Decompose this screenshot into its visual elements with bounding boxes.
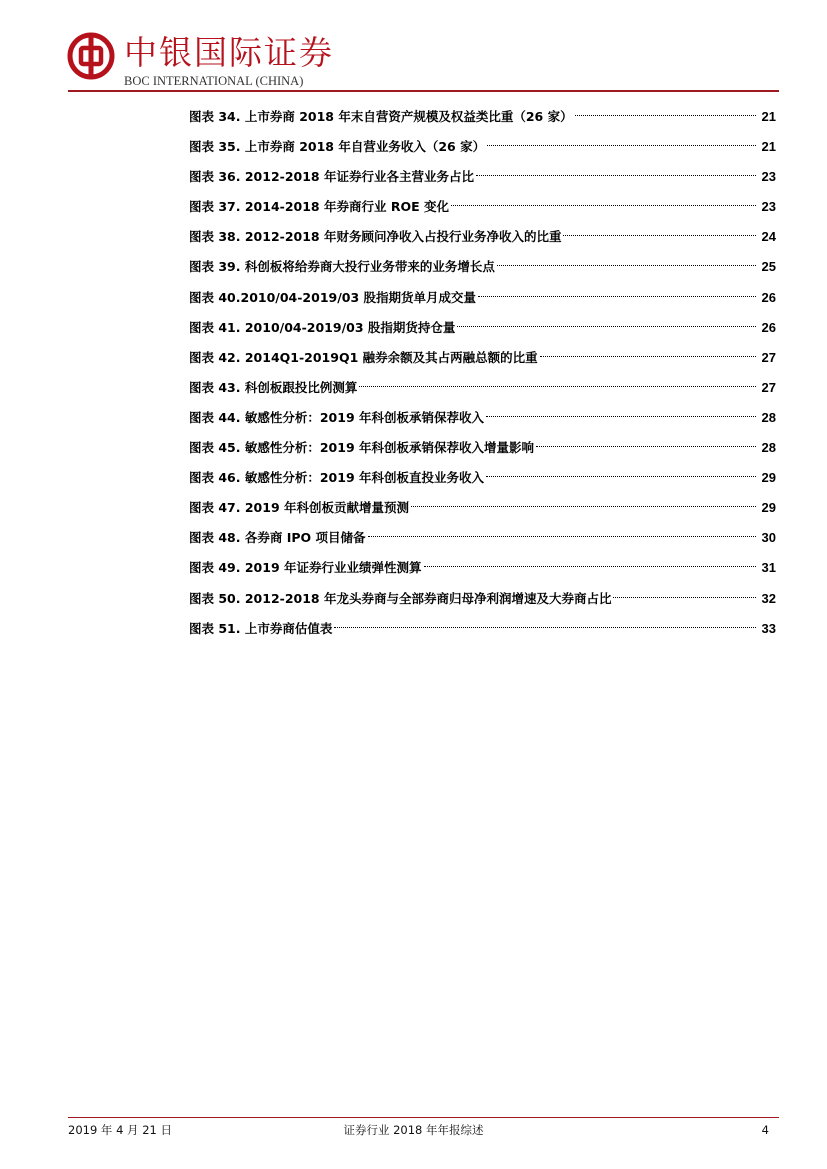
- toc-entry-title[interactable]: 图表 40.2010/04-2019/03 股指期货单月成交量: [189, 289, 477, 305]
- footer-divider: [68, 1117, 779, 1118]
- toc-entry-page[interactable]: 25: [761, 259, 776, 275]
- toc-entry-page[interactable]: 26: [761, 319, 776, 335]
- toc-entry-title[interactable]: 图表 39. 科创板将给券商大投行业务带来的业务增长点: [189, 259, 495, 275]
- toc-entry-page[interactable]: 23: [761, 199, 776, 215]
- toc-entry-title[interactable]: 图表 37. 2014-2018 年券商行业 ROE 变化: [189, 199, 449, 215]
- toc-entry-title[interactable]: 图表 43. 科创板跟投比例测算: [189, 379, 358, 395]
- toc-entry-title[interactable]: 图表 45. 敏感性分析：2019 年科创板承销保荐收入增量影响: [189, 440, 534, 456]
- toc-entry-title[interactable]: 图表 36. 2012-2018 年证券行业各主营业务占比: [189, 169, 474, 185]
- toc-entry-title[interactable]: 图表 44. 敏感性分析：2019 年科创板承销保荐收入: [189, 409, 484, 425]
- header-divider: [68, 90, 779, 92]
- table-of-figures: [189, 100, 776, 642]
- toc-leader-dots: [536, 426, 756, 447]
- toc-entry-page[interactable]: 27: [761, 379, 776, 395]
- brand-name-en: BOC INTERNATIONAL (CHINA): [124, 74, 304, 88]
- toc-entry-page[interactable]: 26: [761, 289, 776, 305]
- toc-entry-title[interactable]: 图表 35. 上市券商 2018 年自营业务收入（26 家）: [189, 139, 486, 155]
- toc-entry-page[interactable]: 21: [761, 139, 776, 155]
- toc-leader-dots: [613, 577, 756, 598]
- toc-entry[interactable]: [189, 612, 776, 642]
- toc-leader-dots: [476, 155, 756, 176]
- toc-entry-page[interactable]: 33: [761, 620, 776, 636]
- toc-entry-title[interactable]: 图表 46. 敏感性分析：2019 年科创板直投业务收入: [189, 470, 484, 486]
- toc-leader-dots: [563, 215, 756, 236]
- toc-entry-page[interactable]: 31: [761, 560, 776, 576]
- toc-leader-dots: [478, 276, 756, 297]
- toc-leader-dots: [487, 125, 756, 146]
- toc-entry-title[interactable]: 图表 41. 2010/04-2019/03 股指期货持仓量: [189, 319, 456, 335]
- toc-entry-page[interactable]: 23: [761, 169, 776, 185]
- toc-entry-title[interactable]: 图表 42. 2014Q1-2019Q1 融券余额及其占两融总额的比重: [189, 349, 538, 365]
- toc-entry-title[interactable]: 图表 34. 上市券商 2018 年末自营资产规模及权益类比重（26 家）: [189, 109, 573, 124]
- toc-leader-dots: [486, 456, 756, 477]
- page-number: 4: [761, 1123, 769, 1137]
- boc-logo-icon: [67, 32, 115, 80]
- toc-entry-title[interactable]: 图表 51. 上市券商估值表: [189, 620, 333, 636]
- page-header: [0, 0, 827, 100]
- toc-entry-page[interactable]: 30: [761, 530, 776, 546]
- toc-leader-dots: [457, 306, 756, 327]
- brand-name-cn: 中银国际证券: [124, 33, 334, 72]
- toc-entry-page[interactable]: 21: [761, 109, 776, 124]
- toc-entry-title[interactable]: 图表 48. 各券商 IPO 项目储备: [189, 530, 366, 546]
- toc-entry-title[interactable]: 图表 38. 2012-2018 年财务顾问净收入占投行业务净收入的比重: [189, 229, 562, 245]
- toc-leader-dots: [575, 95, 756, 116]
- toc-entry-page[interactable]: 29: [761, 500, 776, 516]
- toc-leader-dots: [334, 607, 756, 628]
- toc-leader-dots: [411, 486, 756, 507]
- toc-leader-dots: [451, 185, 756, 206]
- toc-entry-title[interactable]: 图表 47. 2019 年科创板贡献增量预测: [189, 500, 409, 516]
- toc-leader-dots: [486, 396, 756, 417]
- toc-leader-dots: [424, 546, 757, 567]
- toc-entry-page[interactable]: 24: [761, 229, 776, 245]
- toc-leader-dots: [540, 336, 756, 357]
- toc-entry-title[interactable]: 图表 49. 2019 年证券行业业绩弹性测算: [189, 560, 422, 576]
- toc-leader-dots: [368, 516, 757, 537]
- footer-report-title: 证券行业 2018 年年报综述: [343, 1123, 484, 1137]
- toc-entry-page[interactable]: 28: [761, 440, 776, 456]
- toc-entry-title[interactable]: 图表 50. 2012-2018 年龙头券商与全部券商归母净利润增速及大券商占比: [189, 590, 612, 606]
- footer-date: 2019 年 4 月 21 日: [68, 1123, 172, 1137]
- toc-entry-page[interactable]: 27: [761, 349, 776, 365]
- toc-leader-dots: [359, 366, 756, 387]
- toc-leader-dots: [497, 245, 756, 266]
- toc-entry-page[interactable]: 29: [761, 470, 776, 486]
- toc-entry-page[interactable]: 32: [761, 590, 776, 606]
- toc-entry-page[interactable]: 28: [761, 409, 776, 425]
